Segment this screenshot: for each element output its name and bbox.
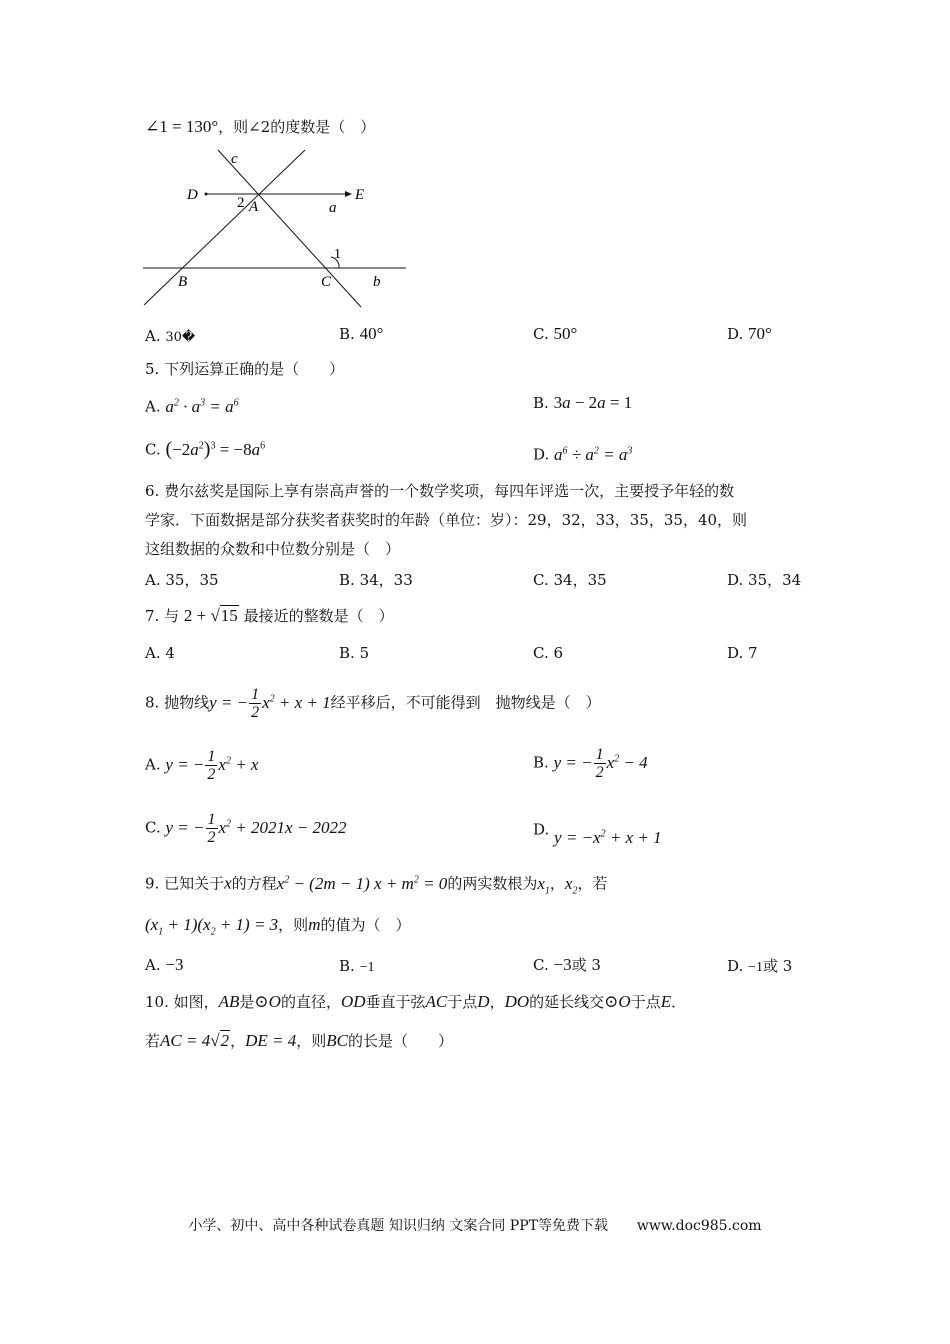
arrow-e-icon <box>345 191 352 197</box>
q8-b-expr: y = − $\frac{1}{2}$ $x^2 - 4$ <box>553 746 648 782</box>
q5-b-expr: 3a − 2a = 1 <box>553 393 633 412</box>
q9-var-x: x <box>224 873 232 893</box>
q8-expr: y = − $\frac{1}{2}$ $x^2 + x + 1$ <box>209 686 331 722</box>
q10-line-2: 若AC = 4√2，DE = 4，则BC的长是（ ） <box>145 1031 453 1050</box>
q10-line-1: 10. 如图，AB是⊙O的直径，OD垂直于弦AC于点D，DO的延长线交⊙O于点E． <box>145 992 687 1011</box>
q5-option-b[interactable]: B. 3a − 2a = 1 <box>533 393 633 412</box>
q6-line-3: 这组数据的众数和中位数分别是（ ） <box>145 540 401 558</box>
q4-stem <box>145 117 375 137</box>
q9-x1: $x_1$ <box>537 873 550 897</box>
q8-option-a[interactable]: A. y = − $\frac{1}{2}$ $x^2 + x$ <box>145 748 259 784</box>
q4-option-d[interactable]: D. 70° <box>727 324 772 343</box>
q8-c-expr: y = − $\frac{1}{2}$ $x^2 + 2021x - 2022$ <box>165 811 347 847</box>
q6-line-2: 学家．下面数据是部分获奖者获奖时的年龄（单位：岁）：29，32，33，35，35，40，则 <box>145 511 748 529</box>
q6-option-a[interactable]: A. 35，35 <box>145 571 219 589</box>
q4-stem-text: ，则∠2的度数是（ ） <box>218 118 376 136</box>
label-c: c <box>231 151 238 167</box>
q9-option-d[interactable]: D. −1或 3 <box>727 957 793 975</box>
label-a-line: a <box>329 200 337 216</box>
q8-d-expr: $y = -x^2 + x + 1$ <box>554 827 662 847</box>
label-2: 2 <box>237 195 245 211</box>
label-a-point: A <box>249 199 259 215</box>
q4-option-c[interactable]: C. 50° <box>533 324 578 343</box>
q9-condition: $(x_1 + 1)(x_2 + 1) = 3$ <box>145 915 279 938</box>
label-1: 1 <box>334 247 341 262</box>
q9-x2: $x_2$ <box>564 873 578 897</box>
footer-url[interactable]: www.doc985.com <box>636 1218 762 1234</box>
q4-option-a[interactable]: A. 30� <box>145 327 196 345</box>
label-e: E <box>355 187 365 203</box>
q9-line-1: 9. 已知关于x的方程$x^2 - (2m - 1) x + m^2 = 0$的两实数根为$x_1$，$x_2$，若 <box>145 873 608 897</box>
q9-option-c[interactable]: C. −3或 3 <box>533 955 601 974</box>
line-c <box>218 150 361 307</box>
q7-expr: 2 + √15 <box>183 606 238 625</box>
q9-option-b[interactable]: B. −1 <box>339 957 375 975</box>
q9-option-a[interactable]: A. −3 <box>145 955 184 974</box>
line-ab <box>144 150 305 305</box>
q6-option-c[interactable]: C. 34，35 <box>533 571 607 589</box>
q9-equation: $x^2 - (2m - 1) x + m^2 = 0$ <box>276 873 448 893</box>
q7-stem: 7. 与 2 + √15 最接近的整数是（ ） <box>145 606 394 625</box>
q4-given-angle: ∠1 = 130° <box>145 117 219 136</box>
q9-line-2: $(x_1 + 1)(x_2 + 1) = 3$，则m的值为（ ） <box>145 915 411 938</box>
label-d: D <box>187 187 198 203</box>
point-d-dot <box>205 193 208 196</box>
label-b-point: B <box>178 274 188 290</box>
label-b-line: b <box>373 274 381 290</box>
q5-option-a[interactable]: A. $a^2 \cdot a^3 = a^6$ <box>145 396 239 416</box>
q8-option-b[interactable]: B. y = − $\frac{1}{2}$ $x^2 - 4$ <box>533 746 648 782</box>
q5-stem: 5. 下列运算正确的是（ ） <box>145 360 345 378</box>
footer-text: 小学、初中、高中各种试卷真题 知识归纳 文案合同 PPT等免费下载 <box>188 1218 608 1234</box>
q4-figure <box>140 145 415 310</box>
q5-option-c[interactable]: C. $(-2a^2)^3 = -8a^6$ <box>145 437 266 460</box>
q7-option-a[interactable]: A. 4 <box>145 644 175 662</box>
q8-a-expr: y = − $\frac{1}{2}$ $x^2 + x$ <box>165 748 259 784</box>
q8-option-d[interactable]: D. $y = -x^2 + x + 1$ <box>533 820 662 847</box>
q7-option-d[interactable]: D. 7 <box>727 644 758 662</box>
q6-option-b[interactable]: B. 34，33 <box>339 571 413 589</box>
q5-option-d[interactable]: D. $a^6 \div a^2 = a^3$ <box>533 444 633 464</box>
q8-option-c[interactable]: C. y = − $\frac{1}{2}$ $x^2 + 2021x - 2022$ <box>145 811 347 847</box>
q7-option-b[interactable]: B. 5 <box>339 644 370 662</box>
label-c-point: C <box>321 274 332 290</box>
q9-var-m: m <box>308 915 321 934</box>
q7-option-c[interactable]: C. 6 <box>533 644 564 662</box>
q6-line-1: 6. 费尔兹奖是国际上享有崇高声誉的一个数学奖项，每四年评选一次，主要授予年轻的数 <box>145 482 735 500</box>
q4-option-b[interactable]: B. 40° <box>339 324 384 343</box>
q5-a-expr: $a^2 \cdot a^3 = a^6$ <box>165 396 239 416</box>
q5-c-expr: $(-2a^2)^3 = -8a^6$ <box>165 437 266 460</box>
page-footer <box>0 1215 950 1235</box>
q6-option-d[interactable]: D. 35，34 <box>727 571 802 589</box>
q8-stem: 8. 抛物线y = − $\frac{1}{2}$ $x^2 + x + 1$经平移后，不可能得到 抛物线是（ ） <box>145 686 601 722</box>
q5-d-expr: $a^6 \div a^2 = a^3$ <box>554 444 633 464</box>
